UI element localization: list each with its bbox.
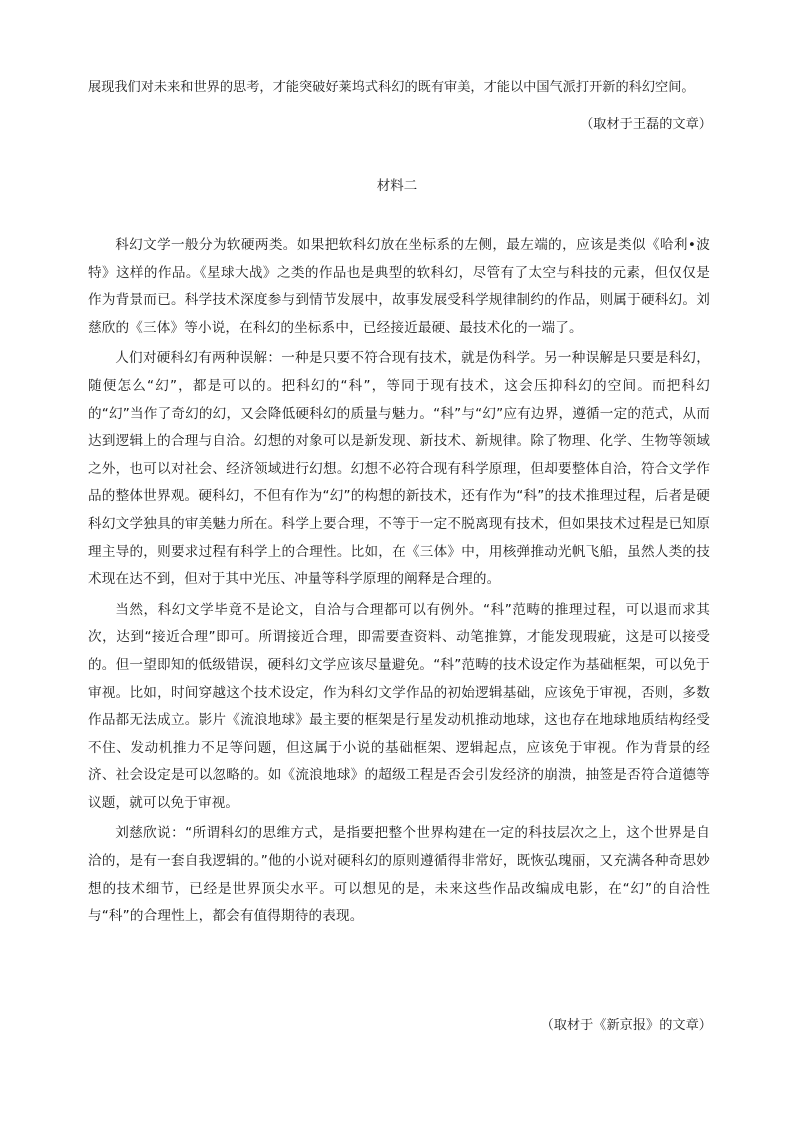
paragraph-1: 科幻文学一般分为软硬两类。如果把软科幻放在坐标系的左侧，最左端的，应该是类似《哈利•波特》这样的作品。《星球大战》之类的作品也是典型的软科幻，尽管有了太空与科技的元素，但仅仅是作为背景而已。科学技术深度参与到情节发展中，故事发展受科学规律制约的作品，则属于硬科幻。刘慈欣的《三体》等小说，在科幻的坐标系中，已经接近最硬、最技术化的一端了。 (88, 237, 710, 336)
source-attribution-2: （取材于《新京报》的文章） (540, 1018, 712, 1033)
continued-text-line: 展现我们对未来和世界的思考，才能突破好莱坞式科幻的既有审美，才能以中国气派打开新的科幻空间。 (88, 80, 695, 95)
paragraph-2: 人们对硬科幻有两种误解：一种是只要不符合现有技术，就是伪科学。另一种误解是只要是科幻，随便怎么“幻”，都是可以的。把科幻的“科”，等同于现有技术，这会压抑科幻的空间。而把科幻的“幻”当作了奇幻的幻，又会降低硬科幻的质量与魅力。“科”与“幻”应有边界，遵循一定的范式，从而达到逻辑上的合理与自洽。幻想的对象可以是新发现、新技术、新规律。除了物理、化学、生物等领域之外，也可以对社会、经济领域进行幻想。幻想不必符合现有科学原理，但却要整体自洽，符合文学作品的整体世界观。硬科幻，不但有作为“幻”的构想的新技术，还有作为“科”的技术推理过程，后者是硬科幻文学独具的审美魅力所在。科学上要合理，不等于一定不脱离现有技术，但如果技术过程是已知原理主导的，则要求过程有科学上的合理性。比如，在《三体》中，用核弹推动光帆飞船，虽然人类的技术现在达不到，但对于其中光压、冲量等科学原理的阐释是合理的。 (88, 350, 710, 588)
material-two-body (88, 232, 710, 931)
paragraph-4: 刘慈欣说：“所谓科幻的思维方式，是指要把整个世界构建在一定的科技层次之上，这个世界是自洽的，是有一套自我逻辑的。”他的小说对硬科幻的原则遵循得非常好，既恢弘瑰丽，又充满各种奇思妙想的技术细节，已经是世界顶尖水平。可以想见的是，未来这些作品改编成电影，在“幻”的自洽性与“科”的合理性上，都会有值得期待的表现。 (88, 825, 710, 925)
source-attribution-1: （取材于王磊的文章） (580, 117, 712, 132)
paragraph-3: 当然，科幻文学毕竟不是论文，自洽与合理都可以有例外。“科”范畴的推理过程，可以退而求其次，达到“接近合理”即可。所谓接近合理，即需要查资料、动笔推算，才能发现瑕疵，这是可以接受的。但一望即知的低级错误，硬科幻文学应该尽量避免。“科”范畴的技术设定作为基础框架，可以免于审视。比如，时间穿越这个技术设定，作为科幻文学作品的初始逻辑基础，应该免于审视，否则，多数作品都无法成立。影片《流浪地球》最主要的框架是行星发动机推动地球，这也存在地球地质结构经受不住、发动机推力不足等问题，但这属于小说的基础框架、逻辑起点，应该免于审视。作为背景的经济、社会设定是可以忽略的。如《流浪地球》的超级工程是否会引发经济的崩溃，抽签是否符合道德等议题，就可以免于审视。 (88, 601, 710, 811)
section-heading: 材料二 (376, 178, 418, 194)
